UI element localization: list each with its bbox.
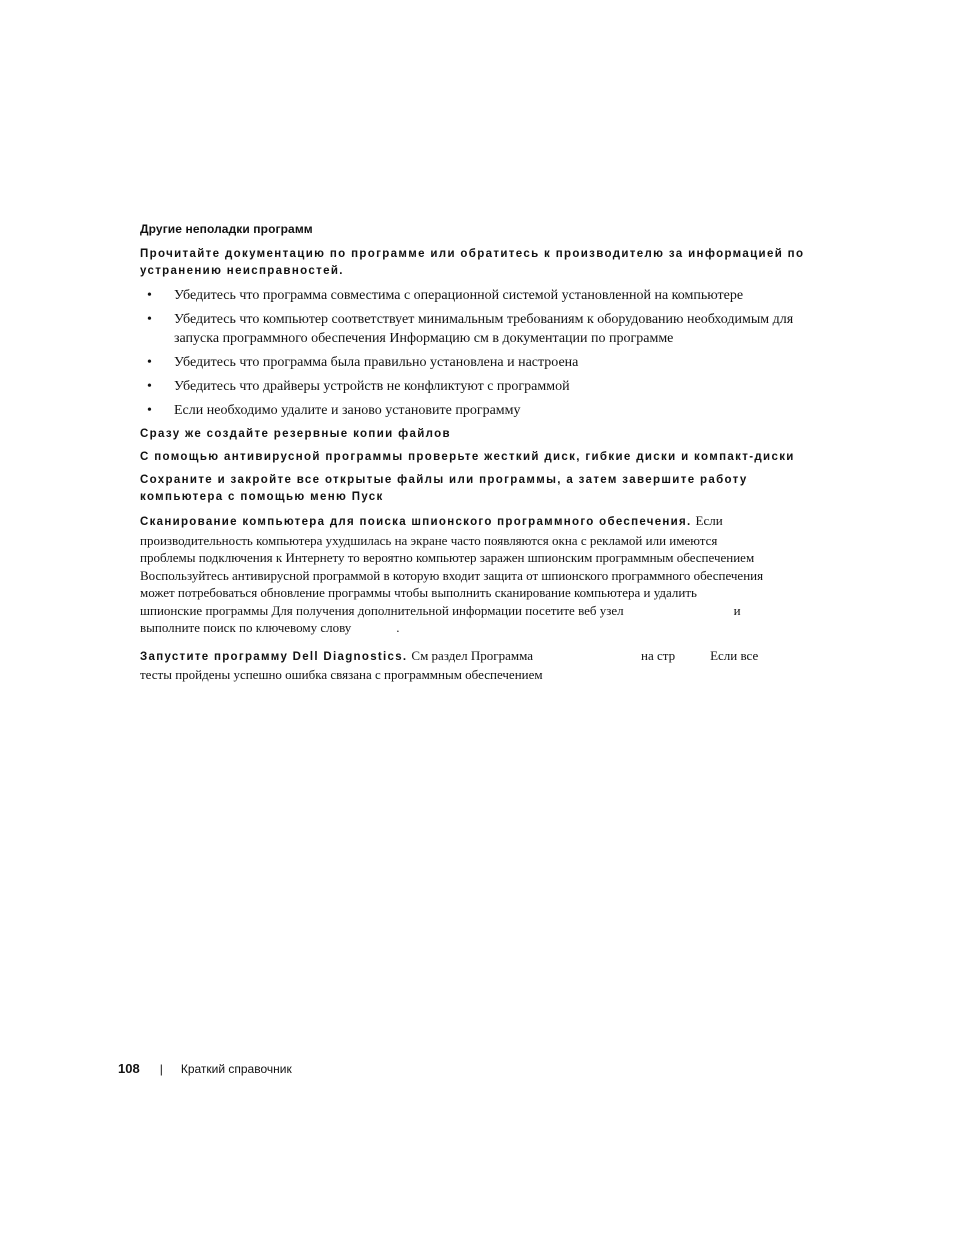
- document-content: [140, 222, 820, 694]
- heading-save-and-shutdown: Сохраните и закройте все открытые файлы или программы, а затем завершите работу компьютера с помощью меню Пуск: [140, 474, 748, 503]
- spyware-lead: Сканирование компьютера для поиска шпионского программного обеспечения.: [140, 516, 692, 528]
- bullet-icon: •: [147, 312, 152, 327]
- heading-antivirus: С помощью антивирусной программы проверьте жесткий диск, гибкие диски и компакт-диски: [140, 451, 795, 463]
- list-item: • Убедитесь что драйверы устройств не конфликтуют с программой: [147, 379, 570, 394]
- footer-separator: |: [159, 1061, 163, 1076]
- heading-backup: Сразу же создайте резервные копии файлов: [140, 428, 451, 440]
- checklist: [140, 286, 820, 420]
- list-item: • Если необходимо удалите и заново установите программу: [147, 403, 521, 418]
- list-item: • Убедитесь что компьютер соответствует минимальным требованиям к оборудованию необходимым для запуска программного обеспечения Информацию см в документации по программе: [147, 312, 794, 346]
- bullet-icon: •: [147, 403, 152, 418]
- heading-read-documentation: Прочитайте документацию по программе или обратитесь к производителю за информацией по устранению неисправностей.: [140, 248, 805, 277]
- footer-title: Краткий справочник: [180, 1061, 292, 1076]
- list-item: • Убедитесь что программа совместима с операционной системой установленной на компьютере: [147, 288, 744, 303]
- section-title: Другие неполадки программ: [140, 222, 313, 236]
- list-item: • Убедитесь что программа была правильно установлена и настроена: [147, 355, 579, 370]
- bullet-icon: •: [147, 288, 152, 303]
- page-number: 108: [118, 1061, 140, 1076]
- diagnostics-paragraph: Запустите программу Dell Diagnostics. См раздел Программа на стр Если все тесты пройдены успешно ошибка связана с программным обеспечением: [140, 647, 759, 682]
- page-footer: [118, 1061, 292, 1076]
- bullet-icon: •: [147, 379, 152, 394]
- bullet-icon: •: [147, 355, 152, 370]
- spyware-paragraph: Сканирование компьютера для поиска шпионского программного обеспечения. Если производительность компьютера ухудшилась на экране часто появляются окна с рекламой или имеются проблемы подключения к Интернету то вероятно компьютер заражен шпионским программным обеспечением Воспользуйтесь антивирусной программой в которую входит защита от шпионского программного обеспечения может потребоваться обновление программы чтобы выполнить сканирование компьютера и удалить шпионские программы Для получения дополнительной информации посетите веб узел и выполните поиск по ключевому слову .: [140, 513, 764, 635]
- diagnostics-lead: Запустите программу Dell Diagnostics.: [140, 650, 408, 663]
